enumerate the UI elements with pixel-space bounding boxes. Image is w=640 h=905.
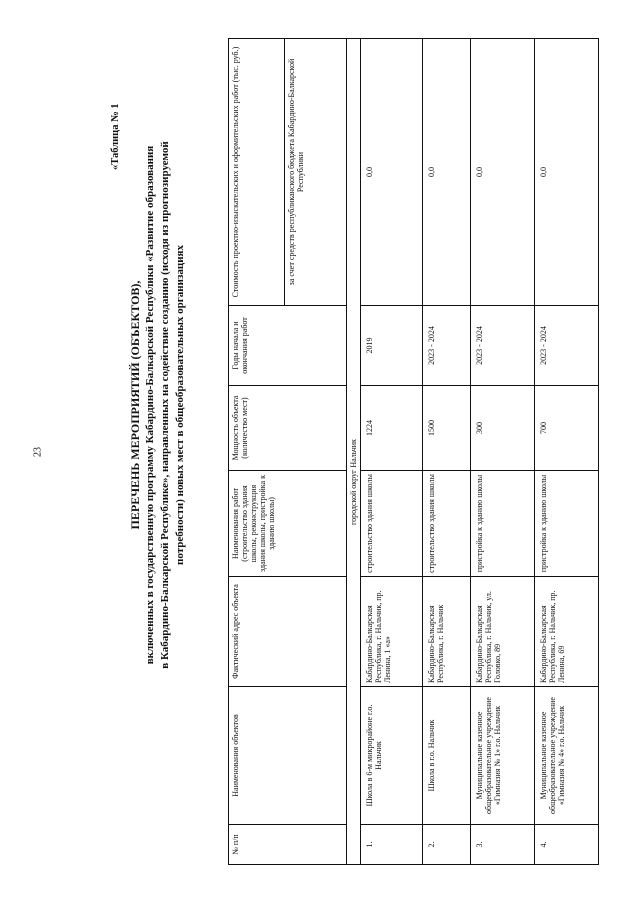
row-years: 2023 - 2024 <box>423 306 471 386</box>
header-years: Годы начала и окончания работ <box>229 306 347 386</box>
header-cost: Стоимость проектно-изыскательских и оформительских работ (тыс. руб.) <box>229 39 285 306</box>
row-works: строительство здания школы <box>423 471 471 577</box>
table-row <box>361 39 423 865</box>
page-number: 23 <box>32 447 44 457</box>
row-works: пристройка к зданию школы <box>535 471 599 577</box>
table-reference: «Таблица № 1 <box>110 103 121 170</box>
row-cost: 0,0 <box>535 39 599 306</box>
row-cost: 0,0 <box>471 39 535 306</box>
row-capacity: 300 <box>471 386 535 471</box>
row-years: 2023 - 2024 <box>471 306 535 386</box>
objects-table <box>228 38 599 865</box>
row-works: строительство здания школы <box>361 471 423 577</box>
row-capacity: 1224 <box>361 386 423 471</box>
row-address: Кабардино-Балкарская Республика, г. Нальчик, ул. Головко, 89 <box>471 577 535 687</box>
header-capacity: Мощность объекта (количество мест) <box>229 386 347 471</box>
row-name: Муниципальное казенное общеобразовательное учреждение «Гимназия № 1» г.о. Нальчик <box>471 687 535 825</box>
title-line-1: ПЕРЕЧЕНЬ МЕРОПРИЯТИЙ (ОБЪЕКТОВ), <box>128 280 142 530</box>
row-capacity: 1500 <box>423 386 471 471</box>
header-num: № п/п <box>229 825 347 865</box>
table-row <box>471 39 535 865</box>
row-num: 1. <box>361 825 423 865</box>
row-address: Кабардино-Балкарская Республика, г. Нальчик <box>423 577 471 687</box>
header-address: Фактический адрес объекта <box>229 577 347 687</box>
row-name: Муниципальное казенное общеобразовательное учреждение «Гимназия № 4» г.о. Нальчик <box>535 687 599 825</box>
row-name: Школа в г.о. Нальчик <box>423 687 471 825</box>
document-title <box>128 85 188 725</box>
row-works: пристройка к зданию школы <box>471 471 535 577</box>
header-cost-sub: за счет средств республиканского бюджета Кабардино-Балкарской Республики <box>285 39 347 306</box>
table-row <box>535 39 599 865</box>
row-num: 4. <box>535 825 599 865</box>
row-address: Кабардино-Балкарская Республика, г. Нальчик, пр. Ленина, 69 <box>535 577 599 687</box>
row-capacity: 700 <box>535 386 599 471</box>
header-works: Наименования работ (строительство здания школы, реконструкция здания школы, пристройка к зданию школы) <box>229 471 347 577</box>
row-years: 2023 - 2024 <box>535 306 599 386</box>
title-line-2: включенных в государственную программу Кабардино-Балкарской Республики «Развитие образования <box>144 145 156 665</box>
row-address: Кабардино-Балкарская Республика, г. Нальчик, пр. Ленина, 1 «а» <box>361 577 423 687</box>
row-cost: 0,0 <box>361 39 423 306</box>
row-years: 2019 <box>361 306 423 386</box>
title-line-3: в Кабардино-Балкарской Республике», направленных на содействие созданию (исходя из прогнозируемой <box>159 141 171 669</box>
table-row <box>423 39 471 865</box>
group-label: городской округ Нальчик <box>349 439 358 525</box>
row-cost: 0,0 <box>423 39 471 306</box>
row-num: 3. <box>471 825 535 865</box>
group-row <box>347 39 361 865</box>
row-name: Школа в 6-м микрорайоне г.о. Нальчик <box>361 687 423 825</box>
header-name: Наименования объектов <box>229 687 347 825</box>
row-num: 2. <box>423 825 471 865</box>
title-line-4: потребности) новых мест в общеобразовательных организациях <box>174 245 186 565</box>
